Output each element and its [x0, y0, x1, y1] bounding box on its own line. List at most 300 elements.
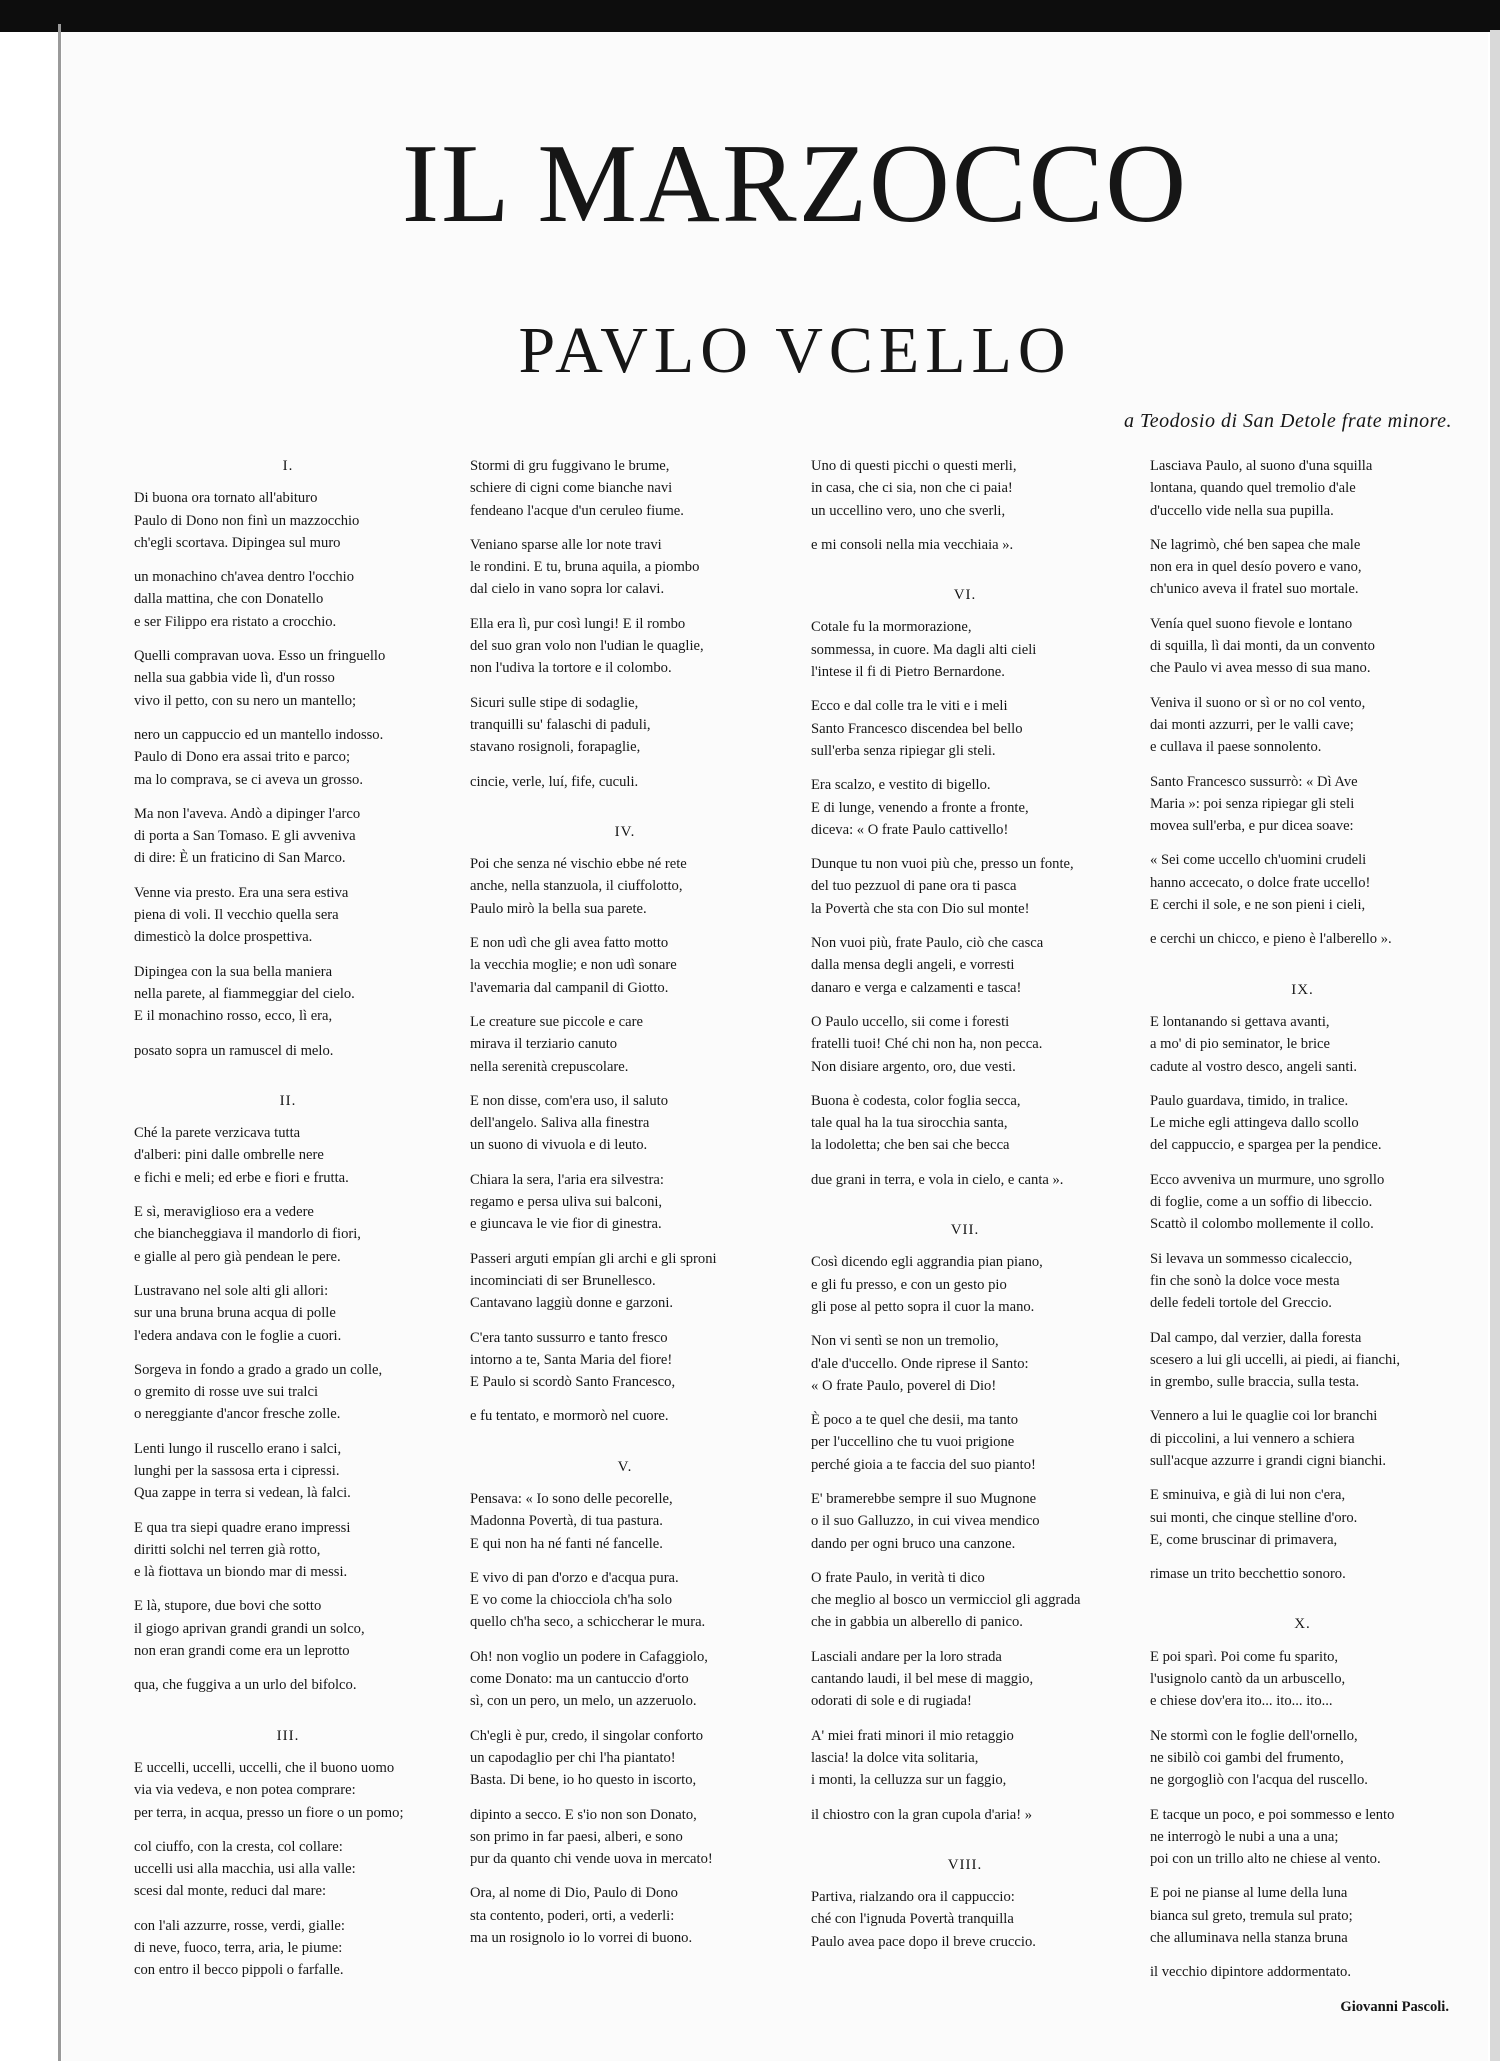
verse-line: un suono di vivuola e di leuto.	[470, 1137, 648, 1154]
verse-line: Ne lagrimò, ché ben sapea che male	[1150, 536, 1361, 553]
verse-line: non eran grandi come era un leprotto	[134, 1643, 350, 1660]
verse-line: la lodoletta; che ben sai che becca	[811, 1137, 1010, 1154]
stanza	[811, 1251, 1119, 1318]
verse-line: nella serenità crepuscolare.	[470, 1058, 629, 1075]
verse-line: scesero a lui gli uccelli, ai piedi, ai fianchi,	[1150, 1351, 1401, 1368]
verse-line: Ella era lì, pur così lungi! E il rombo	[470, 615, 686, 632]
verse-line: E sminuiva, e già di lui non c'era,	[1150, 1487, 1346, 1504]
stanza	[811, 1886, 1119, 1953]
verse-line: quello ch'ha seco, a schiccherar le mura.	[470, 1614, 706, 1631]
stanza	[134, 1915, 442, 1982]
stanza	[1150, 1804, 1455, 1871]
text-column-2	[470, 455, 780, 1961]
verse-line: per terra, in acqua, presso un fiore o un pomo;	[134, 1804, 404, 1821]
stanza	[134, 1595, 442, 1662]
dedication: a Teodosio di San Detole frate minore.	[1123, 410, 1452, 432]
verse-line: « O frate Paulo, poverel di Dio!	[811, 1377, 997, 1394]
verse-line: Venne via presto. Era una sera estiva	[134, 884, 349, 901]
verse-line: di dire: È un fraticino di San Marco.	[134, 850, 346, 867]
verse-line: l'avemaria dal campanil di Giotto.	[470, 979, 669, 996]
verse-line: Vennero a lui le quaglie coi lor branchi	[1150, 1408, 1378, 1425]
verse-line: gli pose al petto sopra il cuor la mano.	[811, 1298, 1035, 1315]
verse-line: Cotale fu la mormorazione,	[811, 619, 972, 636]
verse-line: il vecchio dipintore addormentato.	[1150, 1964, 1352, 1981]
stanza	[470, 1804, 780, 1871]
stanza	[134, 1280, 442, 1347]
stanza	[1150, 1484, 1455, 1551]
verse-line: del cappuccio, e spargea per la pendice.	[1150, 1137, 1382, 1154]
verse-line: Lasciali andare per la loro strada	[811, 1648, 1002, 1665]
verse-line: di squilla, lì dai monti, da un convento	[1150, 638, 1375, 655]
author-signature: Giovanni Pascoli.	[1340, 1998, 1449, 2015]
verse-line: non l'udiva la tortore e il colombo.	[470, 660, 672, 677]
verse-line: la vecchia moglie; e non udì sonare	[470, 957, 677, 974]
stanza	[1150, 1563, 1455, 1585]
stanza	[134, 1122, 442, 1189]
verse-line: che in gabbia un alberello di panico.	[811, 1614, 1023, 1631]
verse-line: e là fiottava un biondo mar di messi.	[134, 1564, 348, 1581]
stanza	[470, 932, 780, 999]
verse-line: E uccelli, uccelli, uccelli, che il buono uomo	[134, 1759, 395, 1776]
stanza	[470, 1090, 780, 1157]
verse-line: Passeri arguti empían gli archi e gli sproni	[470, 1250, 717, 1267]
verse-line: il chiostro con la gran cupola d'aria! »	[811, 1806, 1033, 1823]
verse-line: di porta a San Tomaso. E gli avveniva	[134, 828, 356, 845]
verse-line: dalla mensa degli angeli, e vorresti	[811, 957, 1015, 974]
verse-line: tale qual ha la tua sirocchia santa,	[811, 1115, 1008, 1132]
verse-line: dando per ogni bruco una canzone.	[811, 1535, 1016, 1552]
verse-line: fendeano l'acque d'un ceruleo fiume.	[470, 502, 684, 519]
verse-line: delle fedeli tortole del Greccio.	[1150, 1295, 1332, 1312]
verse-line: Paulo mirò la bella sua parete.	[470, 900, 647, 917]
stanza	[134, 961, 442, 1028]
verse-line: ch'unico aveva il fratel suo mortale.	[1150, 581, 1359, 598]
verse-line: Era scalzo, e vestito di bigello.	[811, 777, 991, 794]
stanza	[811, 853, 1119, 920]
stanza	[470, 1567, 780, 1634]
stanza	[1150, 1090, 1455, 1157]
verse-line: ch'egli scortava. Dipingea sul muro	[134, 534, 341, 551]
verse-line: in grembo, sulle braccia, sulla testa.	[1150, 1374, 1360, 1391]
verse-line: con entro il becco pippoli o farfalle.	[134, 1962, 344, 1979]
verse-line: E sì, meraviglioso era a vedere	[134, 1204, 314, 1221]
verse-line: e gialle al pero già pendean le pere.	[134, 1248, 341, 1265]
text-column-1	[134, 455, 442, 1994]
verse-line: Lustravano nel sole alti gli allori:	[134, 1282, 329, 1299]
verse-line: e fu tentato, e mormorò nel cuore.	[470, 1408, 669, 1425]
verse-line: di foglie, come a un soffio di libeccio.	[1150, 1194, 1373, 1211]
stanza	[1150, 1248, 1455, 1315]
verse-line: Quelli compravan uova. Esso un fringuello	[134, 648, 386, 665]
verse-line: E il monachino rosso, ecco, lì era,	[134, 1008, 333, 1025]
verse-line: nella parete, al fiammeggiar del cielo.	[134, 985, 355, 1002]
verse-line: in casa, che ci sia, non che ci paia!	[811, 480, 1013, 497]
verse-line: Qua zappe in terra si vedean, là falci.	[134, 1485, 351, 1502]
verse-line: Si levava un sommesso cicaleccio,	[1150, 1250, 1353, 1267]
verse-line: ne interrogò le nubi a una a una;	[1150, 1828, 1339, 1845]
stanza	[1150, 534, 1455, 601]
verse-line: Dunque tu non vuoi più che, presso un fonte,	[811, 856, 1074, 873]
verse-line: ne sibilò coi gambi del frumento,	[1150, 1749, 1344, 1766]
verse-line: O Paulo uccello, sii come i foresti	[811, 1013, 1010, 1030]
stanza	[1150, 1882, 1455, 1949]
verse-line: E là, stupore, due bovi che sotto	[134, 1598, 322, 1615]
stanza	[470, 1882, 780, 1949]
verse-line: e fichi e meli; ed erbe e fiori e frutta.	[134, 1169, 349, 1186]
verse-line: E qui non ha né fanti né fancelle.	[470, 1535, 663, 1552]
verse-line: Maria »: poi senza ripiegar gli steli	[1150, 795, 1355, 812]
verse-line: con l'ali azzurre, rosse, verdi, gialle:	[134, 1917, 345, 1934]
verse-line: e giuncava le vie fior di ginestra.	[470, 1216, 662, 1233]
stanza	[1150, 849, 1455, 916]
verse-line: nella sua gabbia vide lì, d'un rosso	[134, 670, 335, 687]
text-column-4	[1150, 455, 1455, 2018]
verse-line: Uno di questi picchi o questi merli,	[811, 458, 1017, 474]
stanza	[134, 882, 442, 949]
verse-line: Dipingea con la sua bella maniera	[134, 963, 333, 980]
stanza	[811, 1169, 1119, 1191]
stanza	[1150, 613, 1455, 680]
verse-line: d'uccello vide nella sua pupilla.	[1150, 502, 1334, 519]
stanza	[470, 1646, 780, 1713]
verse-line: movea sull'erba, e pur dicea soave:	[1150, 818, 1354, 835]
verse-line: Le creature sue piccole e care	[470, 1013, 643, 1030]
stanza	[134, 1757, 442, 1824]
verse-line: Così dicendo egli aggrandia pian piano,	[811, 1254, 1043, 1271]
verse-line: scesi dal monte, reduci dal mare:	[134, 1883, 327, 1900]
stanza	[811, 616, 1119, 683]
verse-line: lascia! la dolce vita solitaria,	[811, 1749, 979, 1766]
stanza	[470, 455, 780, 522]
section-numeral: VIII.	[947, 1856, 983, 1873]
verse-line: la Povertà che sta con Dio sul monte!	[811, 900, 1030, 917]
verse-line: Santo Francesco sussurrò: « Dì Ave	[1150, 773, 1358, 790]
section-numeral: I.	[282, 458, 294, 474]
verse-line: tranquilli su' falaschi di paduli,	[470, 716, 651, 733]
verse-line: dai monti azzurri, per le valli cave;	[1150, 716, 1354, 733]
stanza	[134, 1517, 442, 1584]
verse-line: Poi che senza né vischio ebbe né rete	[470, 856, 687, 873]
stanza	[134, 1438, 442, 1505]
verse-line: Cantavano laggiù donne e garzoni.	[470, 1295, 674, 1312]
verse-line: Ecco avveniva un murmure, uno sgrollo	[1150, 1171, 1385, 1188]
verse-line: E vivo di pan d'orzo e d'acqua pura.	[470, 1569, 679, 1586]
scan-top-border	[0, 0, 1500, 32]
stanza	[811, 774, 1119, 841]
verse-line: dell'angelo. Saliva alla finestra	[470, 1115, 650, 1132]
stanza	[1150, 1961, 1455, 1983]
stanza	[134, 1359, 442, 1426]
stanza	[134, 803, 442, 870]
verse-line: danaro e verga e calzamenti e tasca!	[811, 979, 1022, 996]
text-column-3	[811, 455, 1119, 1965]
stanza	[470, 771, 780, 793]
verse-line: e ser Filippo era ristato a crocchio.	[134, 613, 337, 630]
verse-line: Partiva, rialzando ora il cappuccio:	[811, 1889, 1015, 1906]
verse-line: stavano rosignoli, forapaglie,	[470, 739, 641, 756]
verse-line: le rondini. E tu, bruna aquila, a piombo	[470, 559, 700, 576]
verse-line: a mo' di pio seminator, le brice	[1150, 1036, 1330, 1053]
verse-line: posato sopra un ramuscel di melo.	[134, 1042, 334, 1059]
verse-line: ma un rosignolo io lo vorrei di buono.	[470, 1930, 693, 1947]
stanza	[134, 724, 442, 791]
stanza	[1150, 455, 1455, 522]
stanza	[134, 1674, 442, 1696]
verse-line: E tacque un poco, e poi sommesso e lento	[1150, 1806, 1395, 1823]
verse-line: l'intese il fi di Pietro Bernardone.	[811, 664, 1005, 681]
verse-line: Sicuri sulle stipe di sodaglie,	[470, 694, 639, 711]
verse-line: del tuo pezzuol di pane ora ti pasca	[811, 878, 1017, 895]
verse-line: o nereggiante d'ancor fresche zolle.	[134, 1406, 341, 1423]
verse-line: incominciati di ser Brunellesco.	[470, 1272, 656, 1289]
verse-line: Non disiare argento, oro, due vesti.	[811, 1058, 1016, 1075]
verse-line: Pensava: « Io sono delle pecorelle,	[470, 1490, 673, 1507]
verse-line: Buona è codesta, color foglia secca,	[811, 1092, 1021, 1109]
stanza	[134, 645, 442, 712]
verse-line: Ma non l'aveva. Andò a dipinger l'arco	[134, 805, 361, 822]
stanza	[1150, 928, 1455, 950]
verse-line: cadute al vostro desco, angeli santi.	[1150, 1058, 1358, 1075]
verse-line: regamo e persa uliva sui balconi,	[470, 1194, 663, 1211]
verse-line: E cerchi il sole, e ne son pieni i cieli,	[1150, 897, 1366, 914]
verse-line: Scattò il colombo mollemente il collo.	[1150, 1216, 1374, 1233]
stanza	[811, 1488, 1119, 1555]
verse-line: e cullava il paese sonnolento.	[1150, 739, 1322, 756]
stanza	[470, 1327, 780, 1394]
stanza	[811, 1725, 1119, 1792]
section-numeral: V.	[617, 1458, 633, 1475]
stanza	[470, 534, 780, 601]
verse-line: e mi consoli nella mia vecchiaia ».	[811, 536, 1014, 553]
verse-line: come Donato: ma un cantuccio d'orto	[470, 1671, 689, 1688]
verse-line: E poi sparì. Poi come fu sparito,	[1150, 1648, 1339, 1665]
verse-line: uccelli usi alla macchia, usi alla valle:	[134, 1861, 356, 1878]
verse-line: dal cielo in vano sopra lor calavi.	[470, 581, 665, 598]
verse-line: che biancheggiava il mandorlo di fiori,	[134, 1226, 361, 1243]
verse-line: mirava il terziario canuto	[470, 1036, 618, 1053]
verse-line: che Paulo vi avea messo di sua mano.	[1150, 660, 1371, 677]
verse-line: del suo gran volo non l'udian le quaglie,	[470, 638, 704, 655]
verse-line: Veniva il suono or sì or no col vento,	[1150, 694, 1366, 711]
verse-line: È poco a te quel che desii, ma tanto	[811, 1412, 1019, 1429]
verse-line: dimesticò la dolce prospettiva.	[134, 929, 313, 946]
stanza	[470, 1488, 780, 1555]
verse-line: o il suo Galluzzo, in cui vivea mendico	[811, 1513, 1040, 1530]
verse-line: O frate Paulo, in verità ti dico	[811, 1569, 985, 1586]
verse-line: cantando laudi, il bel mese di maggio,	[811, 1671, 1034, 1688]
stanza	[811, 1646, 1119, 1713]
verse-line: Paulo di Dono non finì un mazzocchio	[134, 512, 360, 529]
stanza	[1150, 771, 1455, 838]
verse-line: E qua tra siepi quadre erano impressi	[134, 1519, 351, 1536]
verse-line: dalla mattina, che con Donatello	[134, 591, 324, 608]
verse-line: l'usignolo cantò da un arbuscello,	[1150, 1671, 1346, 1688]
verse-line: Venía quel suono fievole e lontano	[1150, 615, 1353, 632]
verse-line: E di lunge, venendo a fronte a fronte,	[811, 799, 1029, 816]
stanza	[470, 1405, 780, 1427]
stanza	[470, 613, 780, 680]
verse-line: E vo come la chiocciola ch'ha solo	[470, 1592, 673, 1609]
verse-line: Stormi di gru fuggivano le brume,	[470, 458, 670, 474]
stanza	[470, 853, 780, 920]
verse-line: fratelli tuoi! Ché chi non ha, non pecca.	[811, 1036, 1043, 1053]
verse-line: A' miei frati minori il mio retaggio	[811, 1727, 1014, 1744]
verse-line: d'alberi: pini dalle ombrelle nere	[134, 1147, 324, 1164]
stanza	[811, 1567, 1119, 1634]
section-numeral: VII.	[950, 1222, 980, 1239]
verse-line: Ché la parete verzicava tutta	[134, 1125, 301, 1142]
verse-line: vivo il petto, con su nero un mantello;	[134, 692, 357, 709]
stanza	[811, 1330, 1119, 1397]
verse-line: poi con un trillo alto ne chiese al vento.	[1150, 1851, 1381, 1868]
stanza	[134, 1836, 442, 1903]
verse-line: che meglio al bosco un vermicciol gli aggrada	[811, 1592, 1081, 1609]
stanza	[811, 932, 1119, 999]
verse-line: C'era tanto sussurro e tanto fresco	[470, 1329, 668, 1346]
verse-line: pur da quanto chi vende uova in mercato!	[470, 1851, 713, 1868]
masthead: IL MARZOCCO	[401, 122, 1189, 246]
verse-line: Paulo di Dono era assai trito e parco;	[134, 749, 351, 766]
verse-line: Ne stormì con le foglie dell'ornello,	[1150, 1727, 1358, 1744]
verse-line: nero un cappuccio ed un mantello indosso.	[134, 726, 384, 743]
verse-line: sull'erba senza ripiegar gli steli.	[811, 742, 996, 759]
verse-line: sui monti, che cinque stelline d'oro.	[1150, 1509, 1358, 1526]
verse-line: intorno a te, Santa Maria del fiore!	[470, 1351, 673, 1368]
verse-line: ma lo comprava, se ci aveva un grosso.	[134, 771, 363, 788]
verse-line: Veniano sparse alle lor note travi	[470, 536, 662, 553]
verse-line: qua, che fuggiva a un urlo del bifolco.	[134, 1677, 357, 1694]
verse-line: Lenti lungo il ruscello erano i salci,	[134, 1440, 342, 1457]
verse-line: odorati di sole e di rugiada!	[811, 1693, 972, 1710]
section-numeral: IV.	[614, 823, 636, 840]
stanza	[134, 487, 442, 554]
verse-line: che alluminava nella stanza bruna	[1150, 1930, 1348, 1947]
verse-line: un capodaglio per chi l'ha piantato!	[470, 1749, 676, 1766]
verse-line: ne gorgogliò con l'acqua del ruscello.	[1150, 1772, 1368, 1789]
verse-line: rimase un trito becchettio sonoro.	[1150, 1566, 1346, 1583]
verse-line: d'ale d'uccello. Onde riprese il Santo:	[811, 1355, 1029, 1372]
verse-line: e chiese dov'era ito... ito... ito...	[1150, 1693, 1333, 1710]
stanza	[1150, 1725, 1455, 1792]
verse-line: Paulo guardava, timido, in tralice.	[1150, 1092, 1349, 1109]
verse-line: sur una bruna bruna acqua di polle	[134, 1305, 336, 1322]
verse-line: Chiara la sera, l'aria era silvestra:	[470, 1171, 664, 1188]
poem-title: PAVLO VCELLO	[518, 314, 1072, 387]
verse-line: i monti, la celluzza sur un faggio,	[811, 1772, 1007, 1789]
verse-line: di piccolini, a lui vennero a schiera	[1150, 1430, 1355, 1447]
verse-line: diceva: « O frate Paulo cattivello!	[811, 821, 1009, 838]
stanza	[811, 695, 1119, 762]
section-numeral: III.	[276, 1727, 300, 1744]
verse-line: diritti solchi nel terren già rotto,	[134, 1541, 321, 1558]
stanza	[1150, 1327, 1455, 1394]
verse-line: e gli fu presso, e con un gesto pio	[811, 1276, 1007, 1293]
stanza	[1150, 1405, 1455, 1472]
verse-line: dipinto a secco. E s'io non son Donato,	[470, 1806, 697, 1823]
stanza	[470, 1248, 780, 1315]
verse-line: lunghi per la sassosa erta i cipressi.	[134, 1462, 340, 1479]
verse-line: Non vi sentì se non un tremolio,	[811, 1333, 999, 1350]
verse-line: Madonna Povertà, di tua pastura.	[470, 1513, 663, 1530]
verse-line: E non udì che gli avea fatto motto	[470, 935, 669, 952]
stanza	[1150, 1011, 1455, 1078]
verse-line: sì, con un pero, un melo, un azzeruolo.	[470, 1693, 697, 1710]
verse-line: un uccellino vero, uno che sverli,	[811, 502, 1006, 519]
stanza	[1150, 1169, 1455, 1236]
verse-line: fin che sonò la dolce voce mesta	[1150, 1272, 1340, 1289]
verse-line: Ecco e dal colle tra le viti e i meli	[811, 698, 1008, 715]
stanza	[811, 1011, 1119, 1078]
verse-line: Sorgeva in fondo a grado a grado un colle,	[134, 1361, 383, 1378]
verse-line: bianca sul greto, tremula sul prato;	[1150, 1907, 1353, 1924]
verse-line: son primo in far paesi, alberi, e sono	[470, 1828, 683, 1845]
stanza	[470, 1011, 780, 1078]
section-numeral: II.	[279, 1092, 297, 1109]
section-numeral: X.	[1294, 1616, 1311, 1633]
verse-line: E non disse, com'era uso, il saluto	[470, 1092, 668, 1109]
verse-line: E, come bruscinar di primavera,	[1150, 1531, 1338, 1548]
verse-line: sommessa, in cuore. Ma dagli alti cieli	[811, 641, 1037, 658]
stanza	[134, 566, 442, 633]
verse-line: sta contento, poderi, orti, a vederli:	[470, 1907, 675, 1924]
verse-line: per l'uccellino che tu vuoi prigione	[811, 1434, 1015, 1451]
verse-line: « Sei come uccello ch'uomini crudeli	[1150, 852, 1367, 869]
section-numeral: VI.	[953, 587, 977, 604]
stanza	[811, 534, 1119, 556]
verse-line: l'edera andava con le foglie a cuori.	[134, 1327, 342, 1344]
verse-line: E poi ne pianse al lume della luna	[1150, 1885, 1348, 1902]
verse-line: anche, nella stanzuola, il ciuffolotto,	[470, 878, 683, 895]
verse-line: col ciuffo, con la cresta, col collare:	[134, 1838, 343, 1855]
verse-line: cincie, verle, luí, fife, cuculi.	[470, 773, 639, 790]
verse-line: non era in quel desío povero e vano,	[1150, 559, 1362, 576]
verse-line: lontana, quando quel tremolio d'ale	[1150, 480, 1356, 497]
verse-line: di neve, fuoco, terra, aria, le piume:	[134, 1940, 343, 1957]
stanza	[470, 1725, 780, 1792]
stanza	[1150, 692, 1455, 759]
stanza	[470, 692, 780, 759]
verse-line: piena di voli. Il vecchio quella sera	[134, 907, 339, 924]
verse-line: Non vuoi più, frate Paulo, ciò che casca	[811, 935, 1044, 952]
verse-line: sull'acque azzurre i grandi cigni bianchi.	[1150, 1452, 1387, 1469]
stanza	[470, 1169, 780, 1236]
section-numeral: IX.	[1291, 981, 1314, 998]
verse-line: E lontanando si gettava avanti,	[1150, 1013, 1330, 1030]
verse-line: hanno accecato, o dolce frate uccello!	[1150, 874, 1371, 891]
verse-line: Paulo avea pace dopo il breve cruccio.	[811, 1933, 1036, 1950]
verse-line: o gremito di rosse uve sui tralci	[134, 1384, 319, 1401]
stanza	[1150, 1646, 1455, 1713]
verse-line: il giogo aprivan grandi grandi un solco,	[134, 1620, 365, 1637]
verse-line: ché con l'ignuda Povertà tranquilla	[811, 1911, 1014, 1928]
verse-line: e cerchi un chicco, e pieno è l'alberello ».	[1150, 931, 1392, 948]
stanza	[134, 1201, 442, 1268]
verse-line: E' bramerebbe sempre il suo Mugnone	[811, 1490, 1037, 1507]
verse-line: Lasciava Paulo, al suono d'una squilla	[1150, 458, 1373, 474]
verse-line: Ora, al nome di Dio, Paulo di Dono	[470, 1885, 678, 1902]
verse-line: un monachino ch'avea dentro l'occhio	[134, 569, 355, 586]
verse-line: E Paulo si scordò Santo Francesco,	[470, 1374, 676, 1391]
stanza	[811, 1804, 1119, 1826]
stanza	[811, 1090, 1119, 1157]
verse-line: Oh! non voglio un podere in Cafaggiolo,	[470, 1648, 708, 1665]
verse-line: Basta. Di bene, io ho questo in iscorto,	[470, 1772, 697, 1789]
verse-line: perché gioia a te faccia del suo pianto!	[811, 1456, 1036, 1473]
stanza	[134, 1040, 442, 1062]
verse-line: Ch'egli è pur, credo, il singolar conforto	[470, 1727, 704, 1744]
verse-line: via via vedeva, e non potea comprare:	[134, 1782, 356, 1799]
verse-line: Dal campo, dal verzier, dalla foresta	[1150, 1329, 1362, 1346]
